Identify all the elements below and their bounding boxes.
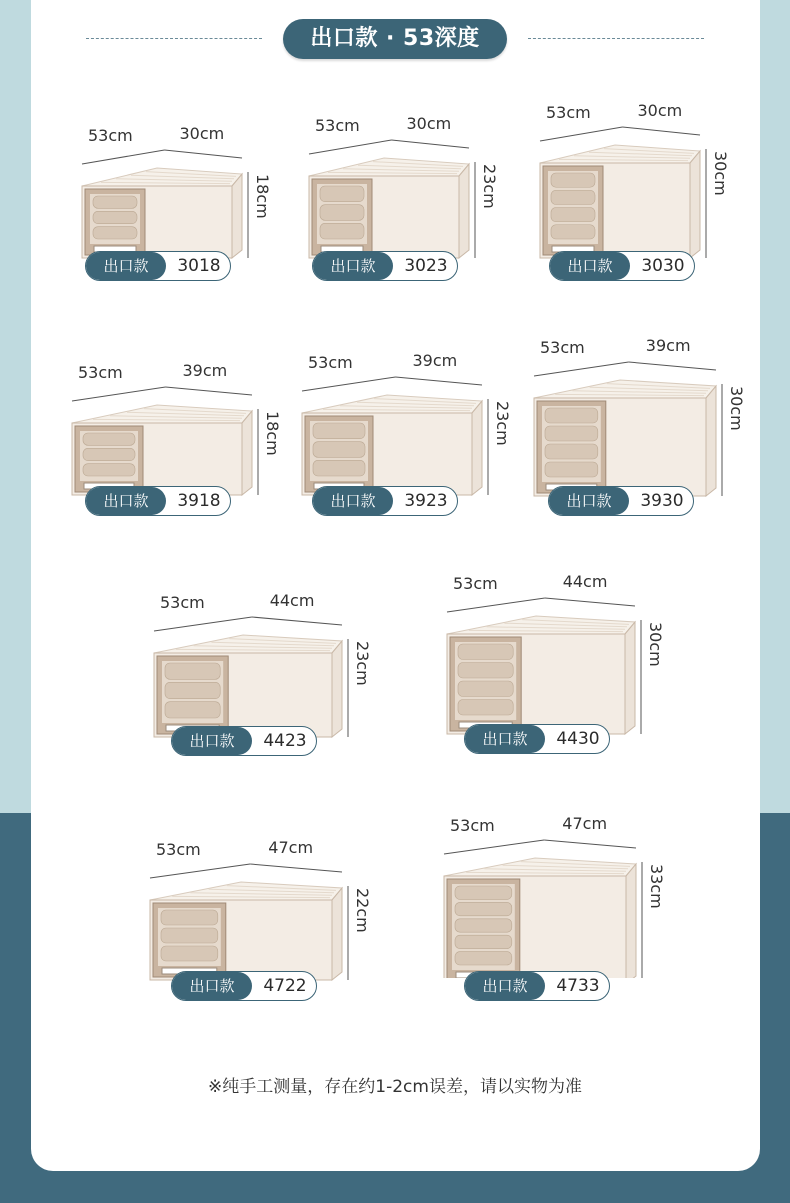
title-divider-right [528, 38, 704, 39]
tag-label: 出口款 [465, 972, 545, 1000]
depth-label: 53cm [156, 840, 201, 859]
model-code: 3023 [404, 256, 448, 276]
product-item-3930 [530, 330, 746, 500]
tag-label: 出口款 [550, 252, 630, 280]
depth-label: 53cm [453, 574, 498, 593]
width-label: 47cm [268, 838, 314, 857]
tag-label: 出口款 [313, 487, 393, 515]
width-label: 30cm [406, 114, 452, 133]
product-item-4733 [440, 808, 666, 978]
model-code: 3923 [404, 491, 448, 511]
depth-label: 53cm [540, 338, 585, 357]
tag-label: 出口款 [86, 487, 166, 515]
model-tag-4722 [171, 971, 317, 1001]
model-code: 4733 [556, 976, 600, 996]
model-code: 4423 [263, 731, 307, 751]
depth-label: 53cm [315, 116, 360, 135]
tag-label: 出口款 [172, 727, 252, 755]
depth-label: 53cm [88, 126, 133, 145]
model-tag-3930 [548, 486, 694, 516]
width-label: 39cm [412, 351, 458, 370]
width-label: 30cm [637, 101, 683, 120]
depth-label: 53cm [308, 353, 353, 372]
tag-label: 出口款 [313, 252, 393, 280]
model-tag-3918 [85, 486, 231, 516]
page-title: 出口款 · 53深度 [283, 19, 507, 59]
height-label: 22cm [353, 888, 372, 933]
model-code: 4722 [263, 976, 307, 996]
depth-label: 53cm [546, 103, 591, 122]
model-code: 4430 [556, 729, 600, 749]
model-code: 3018 [177, 256, 221, 276]
model-tag-4430 [464, 724, 610, 754]
model-code: 3030 [641, 256, 685, 276]
height-label: 18cm [263, 411, 282, 456]
width-label: 44cm [269, 591, 315, 610]
width-label: 47cm [562, 814, 608, 833]
depth-label: 53cm [78, 363, 123, 382]
model-code: 3918 [177, 491, 221, 511]
height-label: 23cm [493, 401, 512, 446]
model-tag-4733 [464, 971, 610, 1001]
title-divider-left [86, 38, 262, 39]
model-tag-3030 [549, 251, 695, 281]
model-tag-4423 [171, 726, 317, 756]
depth-label: 53cm [160, 593, 205, 612]
width-label: 39cm [182, 361, 228, 380]
tag-label: 出口款 [465, 725, 545, 753]
width-label: 44cm [562, 572, 608, 591]
model-code: 3930 [640, 491, 684, 511]
height-label: 33cm [647, 864, 666, 909]
width-label: 39cm [645, 336, 691, 355]
height-label: 18cm [253, 174, 272, 219]
height-label: 30cm [727, 386, 746, 431]
model-tag-3923 [312, 486, 458, 516]
tag-label: 出口款 [549, 487, 629, 515]
product-item-4430 [443, 566, 665, 736]
depth-label: 53cm [450, 816, 495, 835]
height-label: 30cm [711, 151, 730, 196]
tag-label: 出口款 [172, 972, 252, 1000]
model-tag-3018 [85, 251, 231, 281]
width-label: 30cm [179, 124, 225, 143]
tag-label: 出口款 [86, 252, 166, 280]
height-label: 30cm [646, 622, 665, 667]
measurement-note: ※纯手工测量，存在约1-2cm误差，请以实物为准 [208, 1077, 582, 1097]
product-item-3030 [536, 95, 746, 265]
height-label: 23cm [480, 164, 499, 209]
model-tag-3023 [312, 251, 458, 281]
height-label: 23cm [353, 641, 372, 686]
